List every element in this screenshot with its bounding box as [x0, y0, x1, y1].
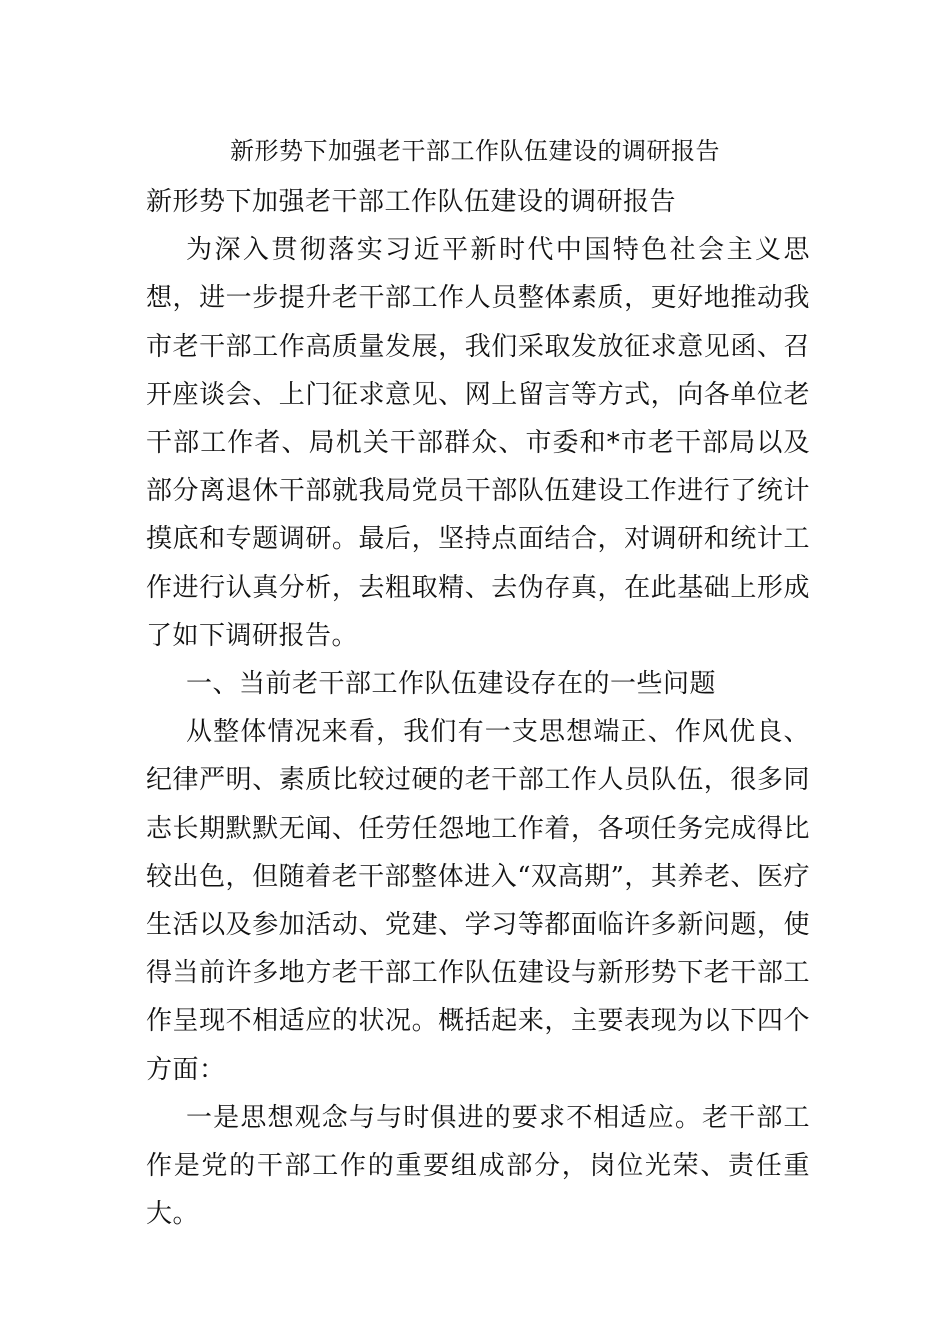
intro-paragraph: 为深入贯彻落实习近平新时代中国特色社会主义思想，进一步提升老干部工作人员整体素质，更好地推动我市老干部工作高质量发展，我们采取发放征求意见函、召开座谈会、上门征求意见、网上留言等方式，向各单位老干部工作者、局机关干部群众、市委和*市老干部局以及部分离退休干部就我局党员干部队伍建设工作进行了统计摸底和专题调研。最后，坚持点面结合，对调研和统计工作进行认真分析，去粗取精、去伪存真，在此基础上形成了如下调研报告。: [146, 235, 810, 651]
subtitle-paragraph: 新形势下加强老干部工作队伍建设的调研报告: [146, 187, 677, 217]
point-one-paragraph: 一是思想观念与与时俱进的要求不相适应。老干部工作是党的干部工作的重要组成部分，岗位光荣、责任重大。: [146, 1102, 810, 1230]
document-title: 新形势下加强老干部工作队伍建设的调研报告: [230, 137, 720, 165]
overview-paragraph: 从整体情况来看，我们有一支思想端正、作风优良、纪律严明、素质比较过硬的老干部工作人员队伍，很多同志长期默默无闻、任劳任怨地工作着，各项任务完成得比较出色，但随着老干部整体进入“双高期”，其养老、医疗生活以及参加活动、党建、学习等都面临许多新问题，使得当前许多地方老干部工作队伍建设与新形势下老干部工作呈现不相适应的状况。概括起来，主要表现为以下四个方面：: [146, 717, 810, 1085]
document-body: [146, 178, 810, 1238]
section-heading: 一、当前老干部工作队伍建设存在的一些问题: [186, 669, 717, 700]
